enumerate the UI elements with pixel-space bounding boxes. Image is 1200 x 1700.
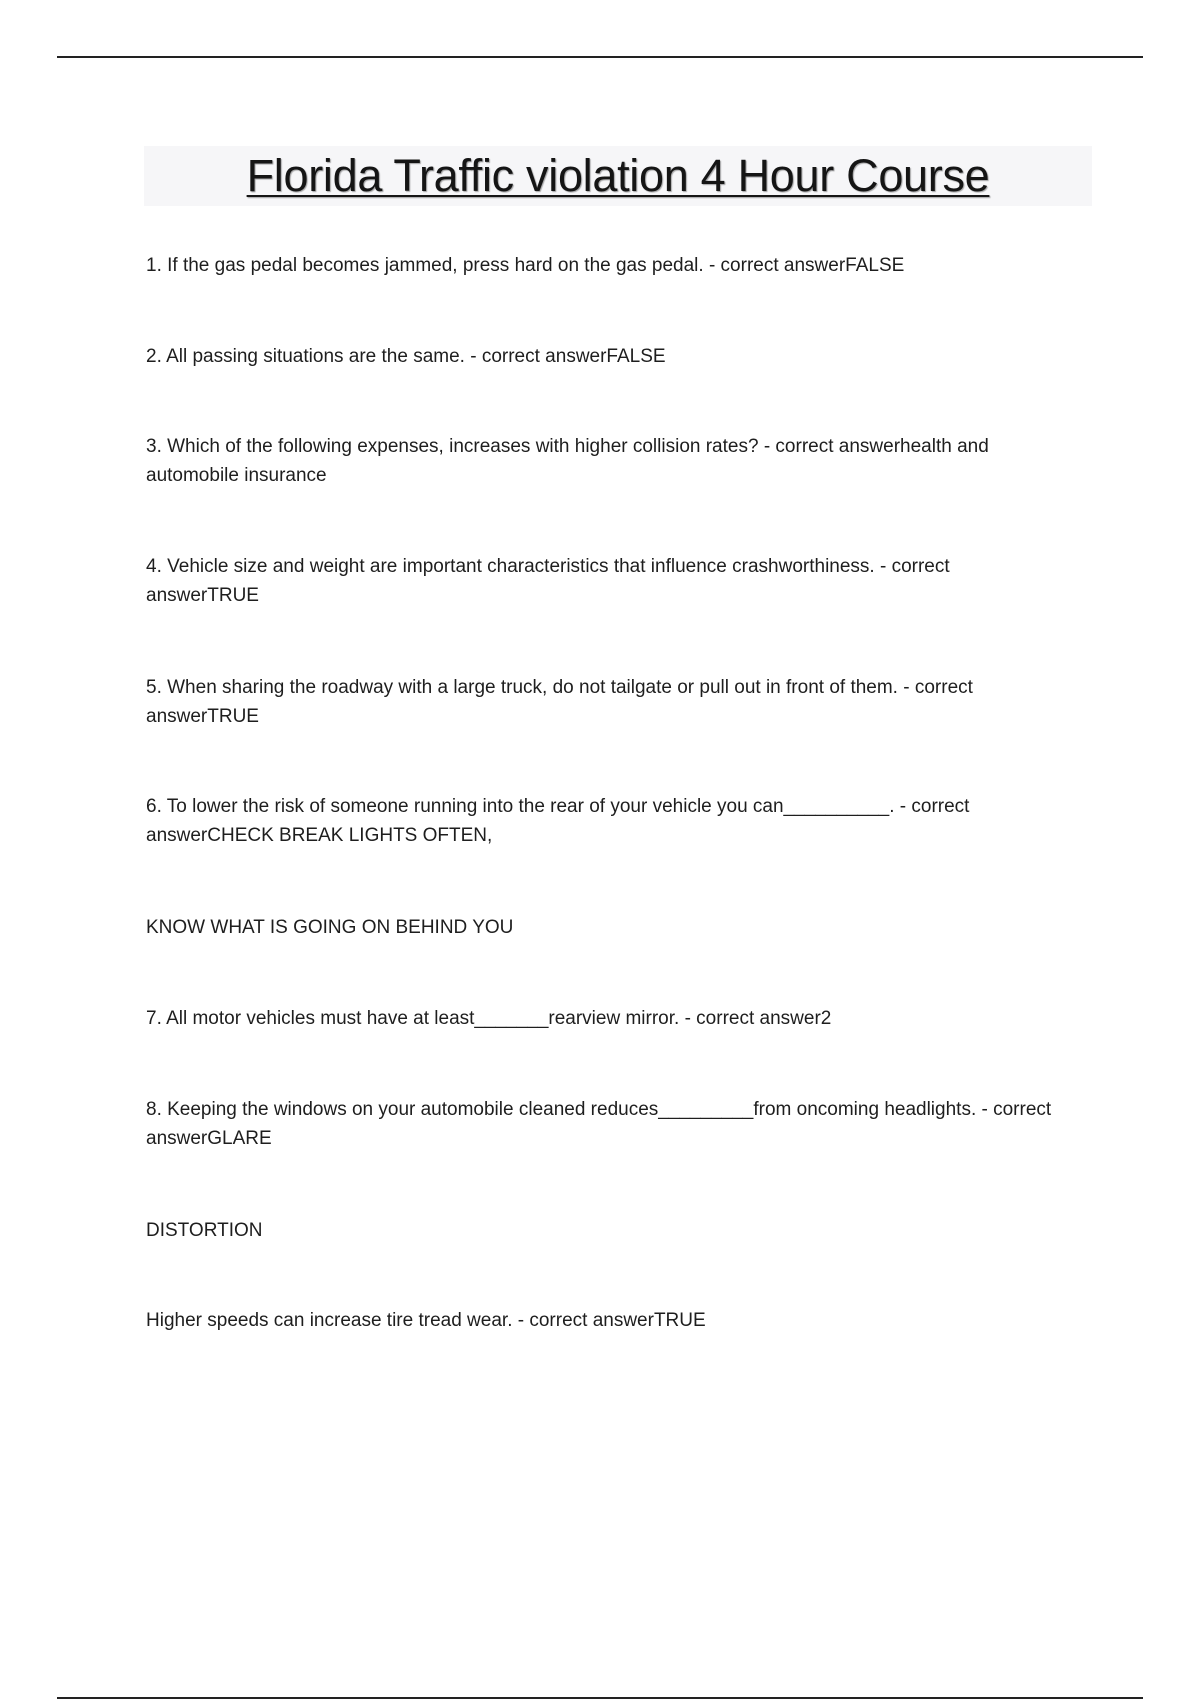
question-8: 8. Keeping the windows on your automobile cleaned reduces_________from oncoming headlights. - correct answerGLARE	[146, 1099, 1052, 1149]
question-7: 7. All motor vehicles must have at least_______rearview mirror. - correct answer2	[146, 1008, 832, 1029]
question-4: 4. Vehicle size and weight are important characteristics that influence crashworthiness. - correct answerTRUE	[146, 556, 950, 606]
question-6-continued: KNOW WHAT IS GOING ON BEHIND YOU	[146, 917, 514, 938]
top-divider	[57, 56, 1143, 58]
question-9: Higher speeds can increase tire tread wear. - correct answerTRUE	[146, 1310, 706, 1331]
question-8-continued: DISTORTION	[146, 1220, 263, 1241]
question-2: 2. All passing situations are the same. - correct answerFALSE	[146, 346, 666, 367]
bottom-divider	[57, 1697, 1143, 1699]
title-banner	[144, 146, 1092, 206]
question-1: 1. If the gas pedal becomes jammed, press hard on the gas pedal. - correct answerFALSE	[146, 255, 905, 276]
question-3: 3. Which of the following expenses, increases with higher collision rates? - correct answerhealth and automobile insurance	[146, 436, 989, 486]
question-5: 5. When sharing the roadway with a large truck, do not tailgate or pull out in front of them. - correct answerTRUE	[146, 677, 973, 727]
document-title: Florida Traffic violation 4 Hour Course	[246, 150, 990, 201]
question-6: 6. To lower the risk of someone running into the rear of your vehicle you can__________. - correct answerCHECK BREAK LIGHTS OFTEN,	[146, 796, 970, 846]
